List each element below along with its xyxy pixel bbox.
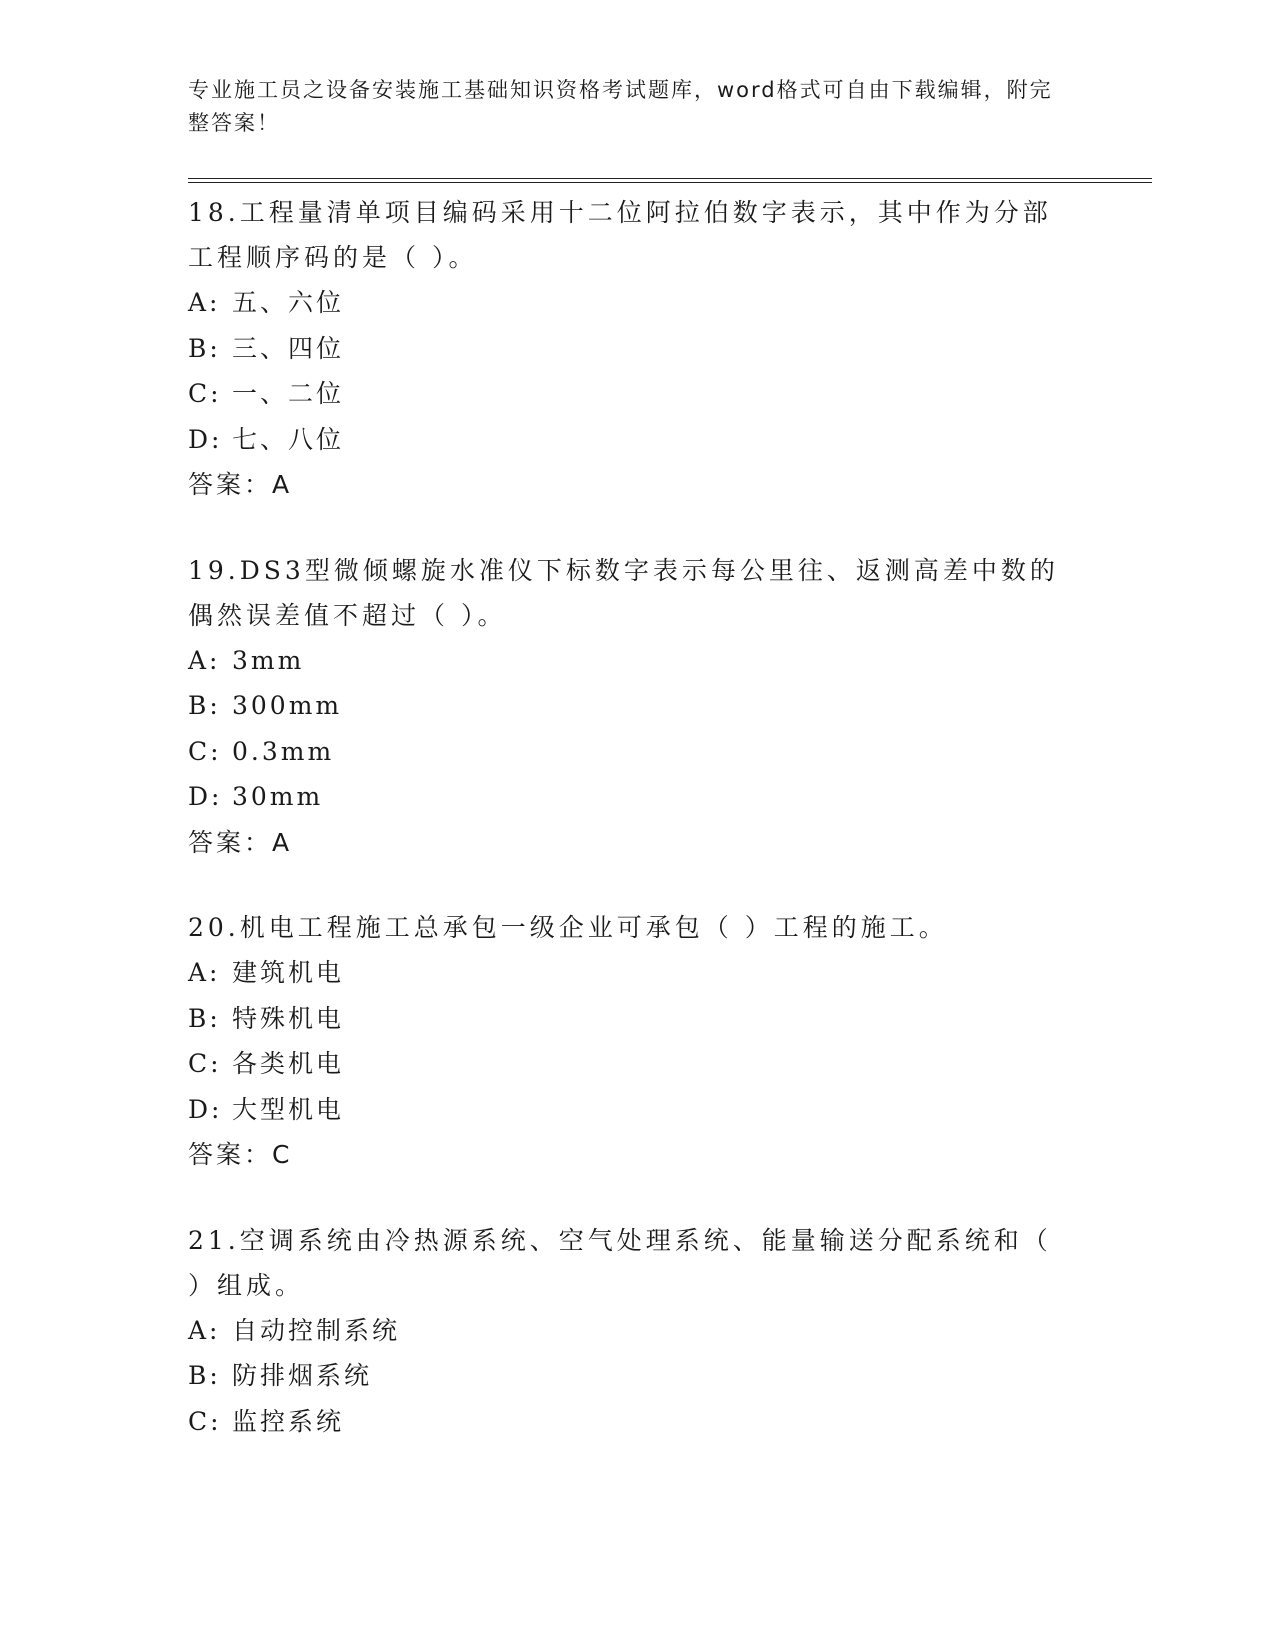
option-c — [188, 1399, 1088, 1445]
option-text: 五、六位 — [232, 288, 345, 317]
option-a — [188, 638, 1088, 684]
option-text: 三、四位 — [232, 333, 345, 363]
option-text: 特殊机电 — [232, 1003, 345, 1033]
option-c — [188, 1041, 1088, 1087]
document-header: 专业施工员之设备安装施工基础知识资格考试题库，word格式可自由下载编辑，附完整答案！ — [188, 78, 1053, 135]
option-key: A: — [188, 1315, 221, 1345]
option-a — [188, 950, 1088, 996]
question-stem: 19.DS3型微倾螺旋水准仪下标数字表示每公里往、返测高差中数的偶然误差值不超过（ ）。 — [188, 555, 1059, 630]
option-text: 30mm — [232, 782, 324, 811]
question-list — [188, 190, 1088, 1484]
option-a — [188, 1308, 1088, 1354]
option-d — [188, 1087, 1088, 1133]
answer-line: 答案：C — [188, 1140, 293, 1169]
option-b — [188, 1353, 1088, 1399]
option-key: C: — [188, 379, 222, 408]
option-text: 防排烟系统 — [232, 1361, 373, 1390]
option-key: C: — [188, 1406, 222, 1436]
question-20 — [188, 905, 1088, 1178]
option-key: D: — [188, 424, 223, 454]
option-key: B: — [188, 1361, 221, 1390]
option-key: A: — [188, 288, 221, 317]
option-key: B: — [188, 333, 221, 363]
option-d — [188, 417, 1088, 463]
header-divider — [188, 178, 1152, 183]
option-d — [188, 774, 1088, 820]
question-18 — [188, 190, 1088, 508]
option-key: B: — [188, 1003, 221, 1033]
option-a — [188, 280, 1088, 326]
option-text: 一、二位 — [232, 379, 345, 408]
option-key: B: — [188, 691, 221, 720]
answer-line: 答案：A — [188, 470, 293, 499]
option-text: 监控系统 — [232, 1406, 345, 1436]
option-b — [188, 326, 1088, 372]
option-text: 自动控制系统 — [232, 1315, 401, 1345]
option-text: 各类机电 — [232, 1049, 345, 1078]
question-stem: 21.空调系统由冷热源系统、空气处理系统、能量输送分配系统和（ ）组成。 — [188, 1225, 1052, 1300]
option-key: A: — [188, 958, 221, 987]
option-text: 建筑机电 — [232, 958, 345, 987]
question-stem: 20.机电工程施工总承包一级企业可承包（ ）工程的施工。 — [188, 913, 948, 942]
answer-line: 答案：A — [188, 827, 293, 857]
option-key: C: — [188, 1049, 222, 1078]
option-key: C: — [188, 736, 222, 766]
option-b — [188, 683, 1088, 729]
question-19 — [188, 548, 1088, 866]
option-text: 0.3mm — [232, 736, 335, 766]
option-key: D: — [188, 782, 223, 811]
option-text: 大型机电 — [232, 1094, 345, 1124]
question-21 — [188, 1218, 1088, 1445]
option-key: D: — [188, 1094, 223, 1124]
option-c — [188, 371, 1088, 417]
question-stem: 18.工程量清单项目编码采用十二位阿拉伯数字表示，其中作为分部工程顺序码的是（ ）。 — [188, 198, 1052, 272]
option-text: 3mm — [232, 645, 305, 675]
option-key: A: — [188, 645, 221, 675]
option-b — [188, 996, 1088, 1042]
option-text: 七、八位 — [232, 424, 345, 454]
option-c — [188, 729, 1088, 775]
option-text: 300mm — [232, 691, 343, 720]
